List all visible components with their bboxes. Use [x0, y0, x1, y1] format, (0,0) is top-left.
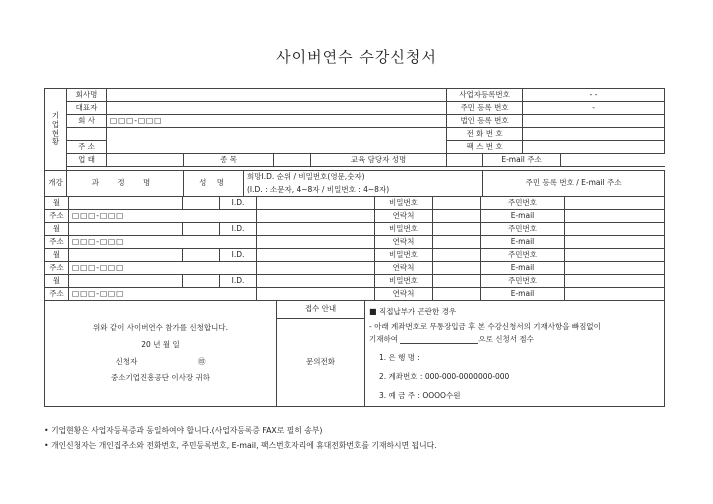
application-date[interactable]: 20 년 월 일 [141, 339, 180, 349]
resident-label: 주민 등록 번호 [447, 102, 523, 115]
email-row-field[interactable] [565, 210, 665, 223]
password-label: 비밀번호 [375, 197, 433, 210]
course-row-detail [45, 236, 665, 249]
course-row-detail [45, 288, 665, 301]
course-postal-field[interactable]: □□□-□□□ [69, 236, 257, 249]
id-label: I.D. [220, 249, 257, 262]
course-row [45, 197, 665, 210]
course-month: 월 [45, 275, 69, 288]
footnotes [44, 421, 437, 455]
id-label: I.D. [220, 197, 257, 210]
password-field[interactable] [433, 249, 481, 262]
type-field[interactable] [274, 154, 311, 167]
course-table [44, 196, 665, 301]
id-field[interactable] [257, 197, 375, 210]
type-label: 종 목 [184, 154, 274, 167]
contact-label: 연락처 [375, 210, 433, 223]
rep-label: 대표자 [67, 102, 107, 115]
course-address-label: 주소 [45, 288, 69, 301]
student-name-field[interactable] [183, 249, 220, 262]
email-row-field[interactable] [565, 236, 665, 249]
contact-field[interactable] [433, 236, 481, 249]
notice-bullet-icon: ■ [369, 307, 377, 316]
contact-field[interactable] [433, 210, 481, 223]
id-field[interactable] [257, 275, 375, 288]
notice-heading: 직접납부가 곤란한 경우 [378, 307, 457, 316]
student-name-field[interactable] [183, 223, 220, 236]
seal-mark: ㊞ [198, 356, 206, 366]
business-label: 업 태 [67, 154, 107, 167]
course-name-field[interactable] [69, 249, 183, 262]
application-statement: 위와 같이 사이버연수 참가를 신청합니다. [92, 323, 229, 333]
fax-field[interactable] [523, 141, 665, 154]
email-row-field[interactable] [565, 288, 665, 301]
course-month: 월 [45, 223, 69, 236]
form-title: 사이버연수 수강신청서 [276, 48, 437, 66]
application-statement-block [45, 301, 277, 407]
address-label-gap [67, 128, 107, 141]
course-row-detail [45, 262, 665, 275]
email-row-label: E-mail [481, 262, 565, 275]
id-field[interactable] [257, 249, 375, 262]
id-pw-header [244, 171, 483, 197]
resident-no-label: 주민번호 [481, 197, 565, 210]
notice-blank [400, 335, 478, 344]
address-label-bottom: 주 소 [67, 141, 107, 154]
contact-label: 연락처 [375, 236, 433, 249]
contact-field[interactable] [433, 288, 481, 301]
course-month: 월 [45, 197, 69, 210]
application-table [44, 300, 665, 407]
course-address-field[interactable] [257, 236, 375, 249]
address-field-2[interactable] [107, 141, 447, 154]
resident-no-label: 주민번호 [481, 223, 565, 236]
form-table [44, 88, 665, 197]
course-address-label: 주소 [45, 236, 69, 249]
id-label: I.D. [220, 223, 257, 236]
password-label: 비밀번호 [375, 275, 433, 288]
resident-field[interactable]: - [523, 102, 665, 115]
course-name-field[interactable] [69, 275, 183, 288]
contact-field[interactable] [433, 262, 481, 275]
company-section-label: 기 업 현 황 [45, 89, 67, 171]
password-field[interactable] [433, 275, 481, 288]
resident-no-label: 주민번호 [481, 275, 565, 288]
resident-no-field[interactable] [565, 275, 665, 288]
manager-field[interactable] [447, 154, 483, 167]
course-postal-field[interactable]: □□□-□□□ [69, 210, 257, 223]
id-field[interactable] [257, 223, 375, 236]
email-row-label: E-mail [481, 288, 565, 301]
manager-label: 교육 담당자 성명 [311, 154, 447, 167]
applicant-label: 신청자 [115, 356, 138, 366]
fax-label: 팩 스 번 호 [447, 141, 523, 154]
company-name-field[interactable] [107, 89, 447, 102]
course-name-field[interactable] [69, 197, 183, 210]
email-row-field[interactable] [565, 262, 665, 275]
course-address-field[interactable] [257, 210, 375, 223]
corp-reg-field[interactable] [523, 115, 665, 128]
resident-no-field[interactable] [565, 249, 665, 262]
email-label: E-mail 주소 [483, 154, 561, 167]
company-name-label: 회사명 [67, 89, 107, 102]
resident-no-label: 주민번호 [481, 249, 565, 262]
resident-email-header: 주민 등록 번호 / E-mail 주소 [483, 171, 665, 197]
inquiry-phone-label: 문의전화 [277, 319, 365, 407]
student-name-field[interactable] [183, 275, 220, 288]
course-month: 월 [45, 249, 69, 262]
resident-no-field[interactable] [565, 197, 665, 210]
student-name-header: 성 명 [184, 171, 244, 197]
address-field[interactable] [107, 128, 447, 141]
notice-bank: 1. 은 행 명 : [379, 353, 420, 363]
password-field[interactable] [433, 223, 481, 236]
password-label: 비밀번호 [375, 223, 433, 236]
address-postal-field[interactable]: □□□-□□□ [107, 115, 447, 128]
rep-field[interactable] [107, 102, 447, 115]
course-row-detail [45, 210, 665, 223]
resident-no-field[interactable] [565, 223, 665, 236]
password-label: 비밀번호 [375, 249, 433, 262]
recipient: 중소기업진흥공단 이사장 귀하 [111, 373, 210, 383]
biz-reg-field[interactable]: - - [523, 89, 665, 102]
course-name-header: 과 정 명 [67, 171, 184, 197]
id-label: I.D. [220, 275, 257, 288]
address-label-top: 회 사 [67, 115, 107, 128]
notice-line1: - 아래 계좌번호로 무통장입금 후 본 수강신청서의 기재사항을 빠짐없이 [369, 321, 601, 331]
footnote-1: • 기업현황은 사업자등록증과 동일하여야 합니다.(사업자등록증 FAX로 필히 송부) [44, 426, 323, 435]
id-pw-header-top: 희망I.D. 순위 / 비밀번호(영문,숫자) [247, 171, 365, 181]
footnote-2: • 개인신청자는 개인집주소와 전화번호, 주민등록번호, E-mail, 팩스번호자리에 휴대전화번호를 기재하시면 됩니다. [44, 441, 437, 450]
phone-field[interactable] [523, 128, 665, 141]
applicant-line [48, 358, 273, 367]
business-field[interactable] [107, 154, 184, 167]
course-address-field[interactable] [257, 262, 375, 275]
contact-label: 연락처 [375, 262, 433, 275]
corp-reg-label: 법인 등록 번호 [447, 115, 523, 128]
notice-holder: 3. 예 금 주 : OOOO수원 [379, 390, 461, 400]
student-name-field[interactable] [183, 197, 220, 210]
course-name-field[interactable] [69, 223, 183, 236]
course-start-header: 개강 [45, 171, 67, 197]
email-row-label: E-mail [481, 236, 565, 249]
course-row [45, 223, 665, 236]
biz-reg-label: 사업자등록번호 [447, 89, 523, 102]
reception-label: 접수 안내 [277, 301, 365, 319]
contact-label: 연락처 [375, 288, 433, 301]
course-row [45, 249, 665, 262]
application-form [44, 88, 664, 429]
course-address-label: 주소 [45, 210, 69, 223]
email-row-label: E-mail [481, 210, 565, 223]
course-row [45, 275, 665, 288]
id-pw-header-bottom: (I.D. : 소문자, 4~8자 / 비밀번호 : 4~8자) [247, 184, 390, 194]
course-postal-field[interactable]: □□□-□□□ [69, 288, 257, 301]
password-field[interactable] [433, 197, 481, 210]
course-address-label: 주소 [45, 262, 69, 275]
notice-line2: 기재하여 으로 신청서 접수 [369, 334, 534, 344]
payment-notice [365, 301, 665, 407]
notice-account: 2. 계좌번호 : 000-000-0000000-000 [379, 371, 510, 381]
course-postal-field[interactable]: □□□-□□□ [69, 262, 257, 275]
phone-label: 전 화 번 호 [447, 128, 523, 141]
course-address-field[interactable] [257, 288, 375, 301]
